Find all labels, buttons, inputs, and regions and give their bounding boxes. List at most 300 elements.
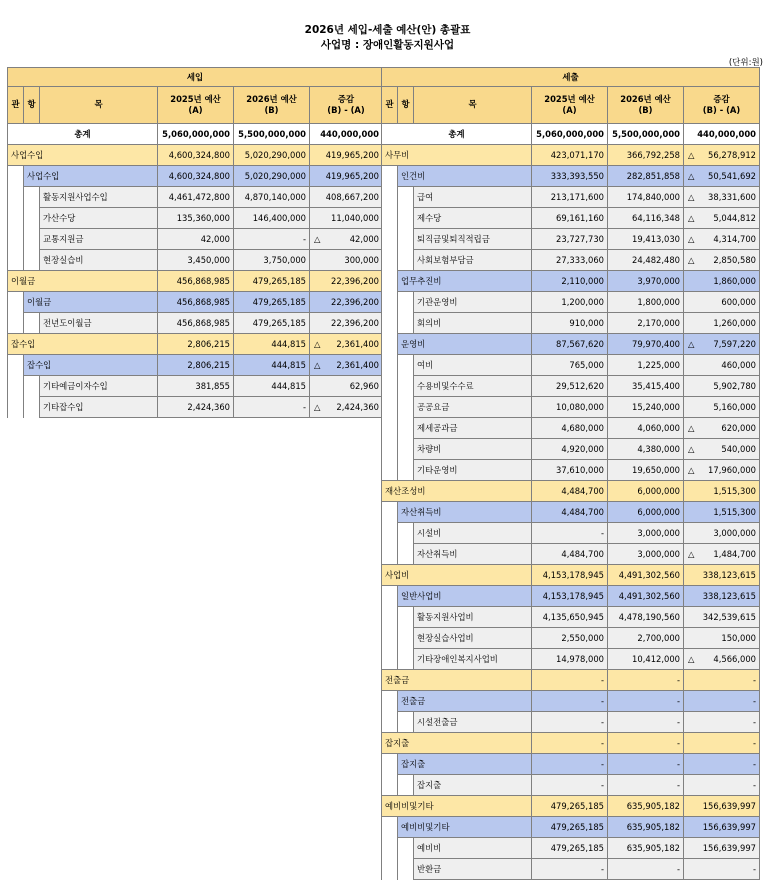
- value-2025: -: [532, 733, 608, 754]
- value-2026: 2,170,000: [608, 313, 684, 334]
- indent-cell: [382, 355, 398, 376]
- diff-amount: -: [752, 717, 756, 727]
- value-diff: [684, 817, 760, 838]
- value-2025: 423,071,170: [532, 145, 608, 166]
- mok-label: 기타잡수입: [40, 397, 158, 418]
- diff-amount: 1,484,700: [713, 549, 756, 559]
- value-2025: 4,680,000: [532, 418, 608, 439]
- value-2026: 282,851,858: [608, 166, 684, 187]
- value-2025: 479,265,185: [532, 838, 608, 859]
- decrease-marker: △: [314, 360, 321, 370]
- mok-header: 목: [40, 87, 158, 124]
- value-2026: 15,240,000: [608, 397, 684, 418]
- indent-cell: [398, 460, 414, 481]
- indent-cell: [8, 292, 24, 313]
- y2026-header: 2026년 예산 (B): [608, 87, 684, 124]
- indent-cell: [382, 838, 398, 859]
- indent-cell: [8, 313, 24, 334]
- value-diff: [684, 796, 760, 817]
- value-diff: [684, 544, 760, 565]
- value-2026: -: [608, 670, 684, 691]
- indent-cell: [382, 775, 398, 796]
- total-y2025: 5,060,000,000: [158, 124, 234, 145]
- value-2026: 79,970,400: [608, 334, 684, 355]
- mok-row: [382, 229, 760, 250]
- diff-amount: 11,040,000: [331, 213, 379, 223]
- value-2025: 2,424,360: [158, 397, 234, 418]
- value-2025: 456,868,985: [158, 271, 234, 292]
- diff-amount: 1,260,000: [713, 318, 756, 328]
- gwan-row: [382, 481, 760, 502]
- mok-label: 공공요금: [414, 397, 532, 418]
- hang-row: [382, 586, 760, 607]
- value-2025: 910,000: [532, 313, 608, 334]
- value-2026: -: [234, 397, 310, 418]
- value-2025: 14,978,000: [532, 649, 608, 670]
- value-2026: 366,792,258: [608, 145, 684, 166]
- value-2025: 4,484,700: [532, 502, 608, 523]
- indent-cell: [382, 859, 398, 880]
- mok-row: [8, 397, 383, 418]
- diff-amount: 419,965,200: [325, 171, 379, 181]
- value-2025: 3,450,000: [158, 250, 234, 271]
- value-2026: 19,650,000: [608, 460, 684, 481]
- indent-cell: [8, 376, 24, 397]
- value-2026: 479,265,185: [234, 313, 310, 334]
- mok-label: 급여: [414, 187, 532, 208]
- value-diff: [684, 691, 760, 712]
- indent-cell: [382, 187, 398, 208]
- value-diff: [684, 586, 760, 607]
- gwan-label: 사업수입: [8, 145, 158, 166]
- value-diff: [684, 649, 760, 670]
- indent-cell: [382, 817, 398, 838]
- gwan-label: 이월금: [8, 271, 158, 292]
- decrease-marker: △: [688, 444, 695, 454]
- hang-label: 운영비: [398, 334, 532, 355]
- total-diff: 440,000,000: [684, 124, 760, 145]
- value-2025: 23,727,730: [532, 229, 608, 250]
- revenue-total-row: [8, 124, 383, 145]
- hang-row: [382, 691, 760, 712]
- diff-amount: 2,361,400: [336, 339, 379, 349]
- value-2025: -: [532, 754, 608, 775]
- decrease-marker: △: [688, 171, 695, 181]
- value-diff: [684, 460, 760, 481]
- indent-cell: [398, 775, 414, 796]
- value-2025: 4,484,700: [532, 544, 608, 565]
- value-diff: [310, 397, 383, 418]
- diff-amount: 342,539,615: [702, 612, 756, 622]
- value-2026: -: [608, 775, 684, 796]
- value-2025: 2,110,000: [532, 271, 608, 292]
- total-label: 총계: [382, 124, 532, 145]
- diff-amount: 50,541,692: [708, 171, 756, 181]
- value-2026: 479,265,185: [234, 292, 310, 313]
- value-2025: -: [532, 691, 608, 712]
- value-diff: [684, 271, 760, 292]
- value-2026: -: [608, 859, 684, 880]
- value-diff: [684, 712, 760, 733]
- indent-cell: [24, 313, 40, 334]
- gwan-label: 재산조성비: [382, 481, 532, 502]
- mok-row: [8, 187, 383, 208]
- value-2025: 213,171,600: [532, 187, 608, 208]
- value-2025: 2,806,215: [158, 334, 234, 355]
- mok-row: [382, 460, 760, 481]
- mok-label: 전년도이월금: [40, 313, 158, 334]
- value-2026: 444,815: [234, 355, 310, 376]
- value-2025: 69,161,160: [532, 208, 608, 229]
- decrease-marker: △: [688, 234, 695, 244]
- value-2025: 4,153,178,945: [532, 565, 608, 586]
- hang-label: 자산취득비: [398, 502, 532, 523]
- value-2026: 635,905,182: [608, 817, 684, 838]
- value-2026: 635,905,182: [608, 838, 684, 859]
- diff-amount: 22,396,200: [331, 318, 379, 328]
- indent-cell: [24, 250, 40, 271]
- diff-amount: 4,314,700: [713, 234, 756, 244]
- gwan-row: [382, 145, 760, 166]
- value-diff: [684, 418, 760, 439]
- decrease-marker: △: [314, 339, 321, 349]
- decrease-marker: △: [688, 339, 695, 349]
- value-2025: 4,600,324,800: [158, 145, 234, 166]
- hang-row: [8, 292, 383, 313]
- value-2026: 2,700,000: [608, 628, 684, 649]
- value-diff: [310, 166, 383, 187]
- value-2025: -: [532, 670, 608, 691]
- value-diff: [310, 208, 383, 229]
- value-2025: 27,333,060: [532, 250, 608, 271]
- value-2026: 10,412,000: [608, 649, 684, 670]
- value-2025: 4,600,324,800: [158, 166, 234, 187]
- diff-amount: 62,960: [349, 381, 379, 391]
- value-2025: -: [532, 523, 608, 544]
- value-2025: 333,393,550: [532, 166, 608, 187]
- value-diff: [684, 313, 760, 334]
- indent-cell: [8, 397, 24, 418]
- hang-row: [382, 502, 760, 523]
- diff-amount: 38,331,600: [708, 192, 756, 202]
- value-diff: [684, 607, 760, 628]
- mok-row: [382, 544, 760, 565]
- mok-row: [382, 523, 760, 544]
- value-2026: 64,116,348: [608, 208, 684, 229]
- value-diff: [310, 292, 383, 313]
- value-2025: 2,550,000: [532, 628, 608, 649]
- mok-row: [382, 355, 760, 376]
- value-diff: [310, 313, 383, 334]
- indent-cell: [382, 712, 398, 733]
- value-2026: 35,415,400: [608, 376, 684, 397]
- decrease-marker: △: [688, 150, 695, 160]
- value-diff: [684, 250, 760, 271]
- value-2025: 4,461,472,800: [158, 187, 234, 208]
- value-2025: 4,153,178,945: [532, 586, 608, 607]
- indent-cell: [398, 649, 414, 670]
- indent-cell: [382, 397, 398, 418]
- mok-row: [382, 628, 760, 649]
- mok-row: [382, 313, 760, 334]
- indent-cell: [382, 523, 398, 544]
- expense-header: 세출: [382, 68, 760, 87]
- mok-label: 시설비: [414, 523, 532, 544]
- value-diff: [684, 670, 760, 691]
- value-2026: 4,478,190,560: [608, 607, 684, 628]
- indent-cell: [398, 628, 414, 649]
- value-2026: 444,815: [234, 334, 310, 355]
- indent-cell: [382, 628, 398, 649]
- diff-amount: 419,965,200: [325, 150, 379, 160]
- value-diff: [684, 628, 760, 649]
- diff-amount: 156,639,997: [702, 801, 756, 811]
- indent-cell: [382, 376, 398, 397]
- mok-row: [382, 187, 760, 208]
- mok-label: 기관운영비: [414, 292, 532, 313]
- revenue-table: [7, 67, 383, 418]
- value-2025: 765,000: [532, 355, 608, 376]
- value-diff: [310, 250, 383, 271]
- value-2026: -: [608, 754, 684, 775]
- mok-row: [382, 838, 760, 859]
- hang-row: [8, 355, 383, 376]
- value-2026: -: [234, 229, 310, 250]
- value-diff: [684, 859, 760, 880]
- indent-cell: [382, 607, 398, 628]
- value-2025: -: [532, 859, 608, 880]
- unit-label: (단위:원): [728, 58, 763, 68]
- hang-label: 업무추진비: [398, 271, 532, 292]
- diff-amount: 1,515,300: [713, 486, 756, 496]
- hang-label: 잡지출: [398, 754, 532, 775]
- gwan-label: 사업비: [382, 565, 532, 586]
- value-2026: 479,265,185: [234, 271, 310, 292]
- mok-row: [382, 712, 760, 733]
- gwan-row: [8, 145, 383, 166]
- gwan-row: [382, 796, 760, 817]
- diff-amount: 338,123,615: [702, 591, 756, 601]
- value-diff: [310, 355, 383, 376]
- value-2026: -: [608, 691, 684, 712]
- value-2026: 1,800,000: [608, 292, 684, 313]
- value-2026: 4,491,302,560: [608, 565, 684, 586]
- mok-label: 회의비: [414, 313, 532, 334]
- indent-cell: [382, 439, 398, 460]
- mok-label: 활동지원사업수입: [40, 187, 158, 208]
- mok-header: 목: [414, 87, 532, 124]
- value-2026: 3,000,000: [608, 523, 684, 544]
- mok-label: 자산취득비: [414, 544, 532, 565]
- mok-row: [382, 439, 760, 460]
- value-diff: [684, 754, 760, 775]
- diff-amount: 300,000: [344, 255, 379, 265]
- mok-label: 시설전출금: [414, 712, 532, 733]
- gwan-label: 예비비및기타: [382, 796, 532, 817]
- mok-row: [382, 775, 760, 796]
- indent-cell: [382, 544, 398, 565]
- diff-amount: 1,515,300: [713, 507, 756, 517]
- value-diff: [684, 187, 760, 208]
- indent-cell: [382, 460, 398, 481]
- diff-amount: 156,639,997: [702, 822, 756, 832]
- decrease-marker: △: [688, 192, 695, 202]
- hang-label: 사업수입: [24, 166, 158, 187]
- mok-label: 퇴직금및퇴직적립금: [414, 229, 532, 250]
- value-2025: 10,080,000: [532, 397, 608, 418]
- value-2025: 479,265,185: [532, 796, 608, 817]
- diff-amount: 4,566,000: [713, 654, 756, 664]
- value-2026: 3,000,000: [608, 544, 684, 565]
- gwan-row: [382, 670, 760, 691]
- mok-row: [8, 313, 383, 334]
- indent-cell: [8, 355, 24, 376]
- diff-amount: -: [752, 696, 756, 706]
- value-diff: [684, 397, 760, 418]
- value-2026: 5,020,290,000: [234, 166, 310, 187]
- value-diff: [684, 145, 760, 166]
- value-diff: [684, 775, 760, 796]
- value-2025: 4,484,700: [532, 481, 608, 502]
- indent-cell: [398, 439, 414, 460]
- indent-cell: [8, 187, 24, 208]
- indent-cell: [24, 187, 40, 208]
- indent-cell: [398, 544, 414, 565]
- value-2025: 135,360,000: [158, 208, 234, 229]
- gwan-label: 잡지출: [382, 733, 532, 754]
- indent-cell: [382, 649, 398, 670]
- mok-row: [382, 859, 760, 880]
- value-diff: [310, 271, 383, 292]
- mok-row: [382, 250, 760, 271]
- value-diff: [684, 439, 760, 460]
- mok-row: [382, 376, 760, 397]
- mok-row: [8, 376, 383, 397]
- diff-amount: 600,000: [721, 297, 756, 307]
- diff-amount: 5,044,812: [713, 213, 756, 223]
- mok-row: [382, 292, 760, 313]
- value-diff: [684, 838, 760, 859]
- expense-total-row: [382, 124, 760, 145]
- indent-cell: [398, 523, 414, 544]
- indent-cell: [382, 166, 398, 187]
- value-diff: [684, 502, 760, 523]
- y2026-header: 2026년 예산 (B): [234, 87, 310, 124]
- diff-amount: 460,000: [721, 360, 756, 370]
- indent-cell: [382, 208, 398, 229]
- decrease-marker: △: [688, 423, 695, 433]
- gwan-row: [8, 271, 383, 292]
- diff-amount: 17,960,000: [708, 465, 756, 475]
- value-2026: 4,870,140,000: [234, 187, 310, 208]
- diff-amount: -: [752, 759, 756, 769]
- indent-cell: [398, 250, 414, 271]
- diff-amount: 5,160,000: [713, 402, 756, 412]
- value-2026: 4,491,302,560: [608, 586, 684, 607]
- mok-row: [382, 418, 760, 439]
- value-2025: 479,265,185: [532, 817, 608, 838]
- mok-label: 가산수당: [40, 208, 158, 229]
- value-diff: [310, 376, 383, 397]
- hang-label: 전출금: [398, 691, 532, 712]
- indent-cell: [8, 250, 24, 271]
- value-2025: 1,200,000: [532, 292, 608, 313]
- mok-label: 기타예금이자수입: [40, 376, 158, 397]
- diff-amount: -: [752, 864, 756, 874]
- value-2025: 381,855: [158, 376, 234, 397]
- page-subtitle: 사업명 : 장애인활동지원사업: [320, 39, 455, 51]
- value-2026: 635,905,182: [608, 796, 684, 817]
- diff-amount: 408,667,200: [325, 192, 379, 202]
- gwan-row: [382, 565, 760, 586]
- decrease-marker: △: [688, 255, 695, 265]
- value-2026: 24,482,480: [608, 250, 684, 271]
- indent-cell: [398, 187, 414, 208]
- value-diff: [310, 229, 383, 250]
- mok-row: [8, 208, 383, 229]
- value-diff: [310, 187, 383, 208]
- diff-amount: 7,597,220: [713, 339, 756, 349]
- hang-label: 예비비및기타: [398, 817, 532, 838]
- indent-cell: [382, 271, 398, 292]
- total-y2025: 5,060,000,000: [532, 124, 608, 145]
- value-diff: [684, 355, 760, 376]
- indent-cell: [382, 502, 398, 523]
- indent-cell: [398, 838, 414, 859]
- value-2026: 6,000,000: [608, 502, 684, 523]
- hang-row: [382, 754, 760, 775]
- indent-cell: [24, 376, 40, 397]
- decrease-marker: △: [314, 234, 321, 244]
- value-diff: [684, 229, 760, 250]
- mok-label: 예비비: [414, 838, 532, 859]
- mok-label: 수용비및수수료: [414, 376, 532, 397]
- value-2026: 1,225,000: [608, 355, 684, 376]
- mok-row: [382, 649, 760, 670]
- decrease-marker: △: [688, 549, 695, 559]
- value-2026: 3,970,000: [608, 271, 684, 292]
- value-2025: -: [532, 712, 608, 733]
- value-2025: 2,806,215: [158, 355, 234, 376]
- value-2026: 19,413,030: [608, 229, 684, 250]
- diff-amount: 1,860,000: [713, 276, 756, 286]
- diff-header: 증감 (B) - (A): [684, 87, 760, 124]
- diff-amount: 2,424,360: [336, 402, 379, 412]
- value-2025: -: [532, 775, 608, 796]
- hang-label: 잡수입: [24, 355, 158, 376]
- mok-row: [382, 607, 760, 628]
- decrease-marker: △: [688, 654, 695, 664]
- indent-cell: [398, 292, 414, 313]
- revenue-header: 세입: [8, 68, 383, 87]
- diff-amount: 620,000: [721, 423, 756, 433]
- value-diff: [684, 208, 760, 229]
- mok-label: 제세공과금: [414, 418, 532, 439]
- value-diff: [684, 334, 760, 355]
- mok-label: 기타운영비: [414, 460, 532, 481]
- expense-table: [381, 67, 760, 880]
- decrease-marker: △: [688, 213, 695, 223]
- gwan-row: [8, 334, 383, 355]
- value-2025: 456,868,985: [158, 292, 234, 313]
- value-diff: [684, 166, 760, 187]
- value-diff: [684, 523, 760, 544]
- value-2026: 3,750,000: [234, 250, 310, 271]
- diff-amount: 22,396,200: [331, 276, 379, 286]
- value-2026: 4,380,000: [608, 439, 684, 460]
- diff-amount: -: [752, 738, 756, 748]
- indent-cell: [398, 712, 414, 733]
